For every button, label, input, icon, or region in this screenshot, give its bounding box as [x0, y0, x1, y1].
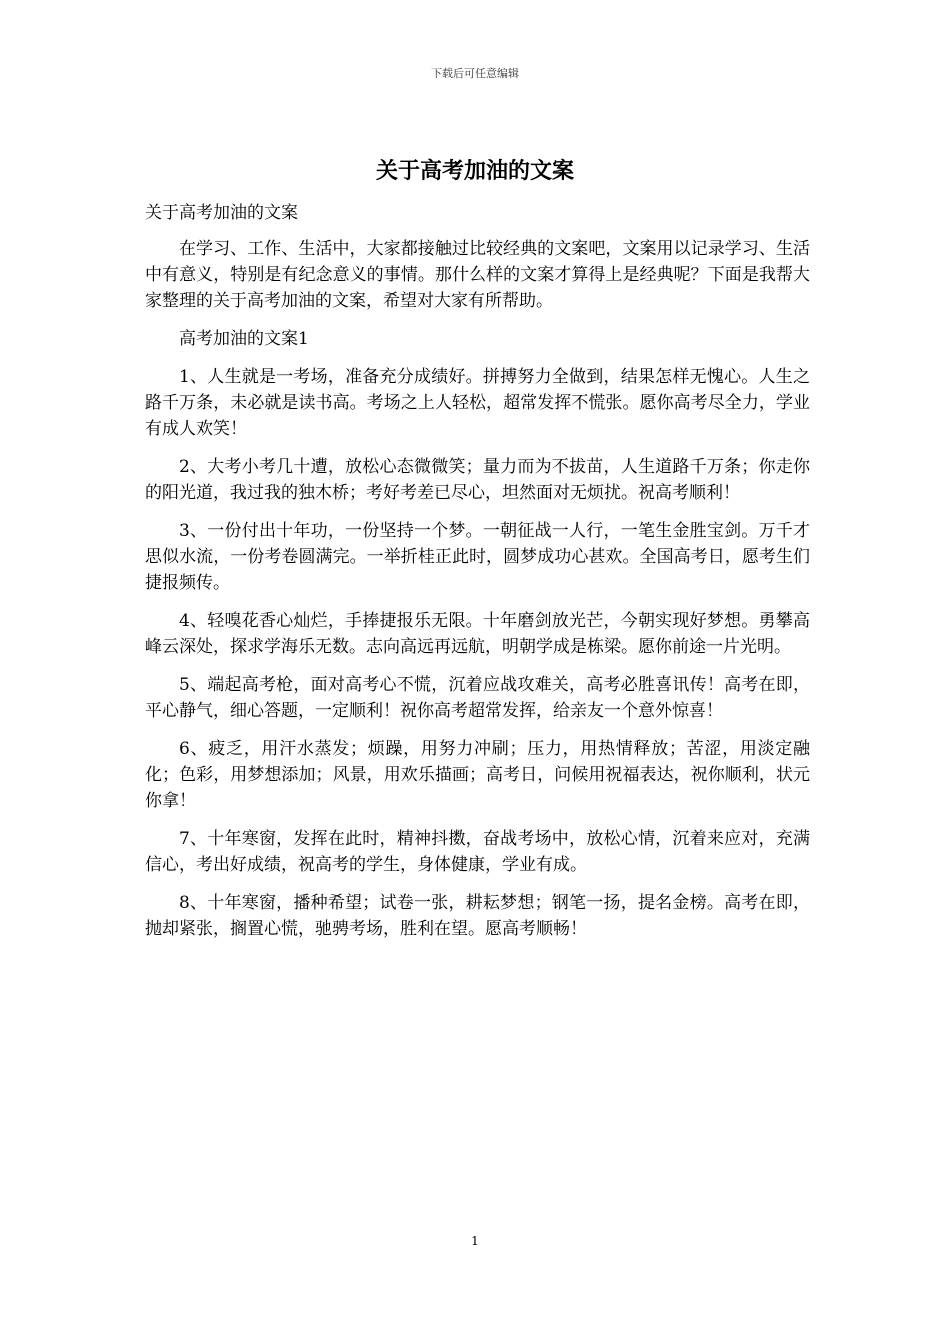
- document-body: [145, 200, 810, 954]
- header-note: 下载后可任意编辑: [431, 67, 519, 80]
- page-number: 1: [471, 1234, 479, 1248]
- list-item: 5、端起高考枪，面对高考心不慌，沉着应战攻难关，高考必胜喜讯传！高考在即，平心静气，细心答题，一定顺利！祝你高考超常发挥，给亲友一个意外惊喜！: [145, 675, 810, 721]
- list-item: 6、疲乏，用汗水蒸发；烦躁，用努力冲刷；压力，用热情释放；苦涩，用淡定融化；色彩，用梦想添加；风景，用欢乐描画；高考日，问候用祝福表达，祝你顺利，状元你拿！: [145, 739, 810, 811]
- list-item: 2、大考小考几十遭，放松心态微微笑；量力而为不拔苗，人生道路千万条；你走你的阳光道，我过我的独木桥；考好考差已尽心，坦然面对无烦扰。祝高考顺利！: [145, 457, 810, 503]
- list-item: 7、十年寒窗，发挥在此时，精神抖擞，奋战考场中，放松心情，沉着来应对，充满信心，考出好成绩，祝高考的学生，身体健康，学业有成。: [145, 829, 810, 875]
- document-title: 关于高考加油的文案: [375, 158, 574, 184]
- list-item: 1、人生就是一考场，准备充分成绩好。拼搏努力全做到，结果怎样无愧心。人生之路千万条，未必就是读书高。考场之上人轻松，超常发挥不慌张。愿你高考尽全力，学业有成人欢笑！: [145, 367, 810, 439]
- list-item: 4、轻嗅花香心灿烂，手捧捷报乐无限。十年磨剑放光芒，今朝实现好梦想。勇攀高峰云深处，探求学海乐无数。志向高远再远航，明朝学成是栋梁。愿你前途一片光明。: [145, 611, 810, 657]
- intro-paragraph: 在学习、工作、生活中，大家都接触过比较经典的文案吧，文案用以记录学习、生活中有意义，特别是有纪念意义的事情。那什么样的文案才算得上是经典呢？下面是我帮大家整理的关于高考加油的文案，希望对大家有所帮助。: [145, 239, 810, 311]
- list-item: 8、十年寒窗，播种希望；试卷一张，耕耘梦想；钢笔一扬，提名金榜。高考在即，抛却紧张，搁置心慌，驰骋考场，胜利在望。愿高考顺畅！: [145, 893, 810, 939]
- document-subtitle: 关于高考加油的文案: [145, 203, 298, 223]
- section-heading: 高考加油的文案1: [179, 329, 309, 349]
- list-item: 3、一份付出十年功，一份坚持一个梦。一朝征战一人行，一笔生金胜宝剑。万千才思似水流，一份考卷圆满完。一举折桂正此时，圆梦成功心甚欢。全国高考日，愿考生们捷报频传。: [145, 521, 810, 593]
